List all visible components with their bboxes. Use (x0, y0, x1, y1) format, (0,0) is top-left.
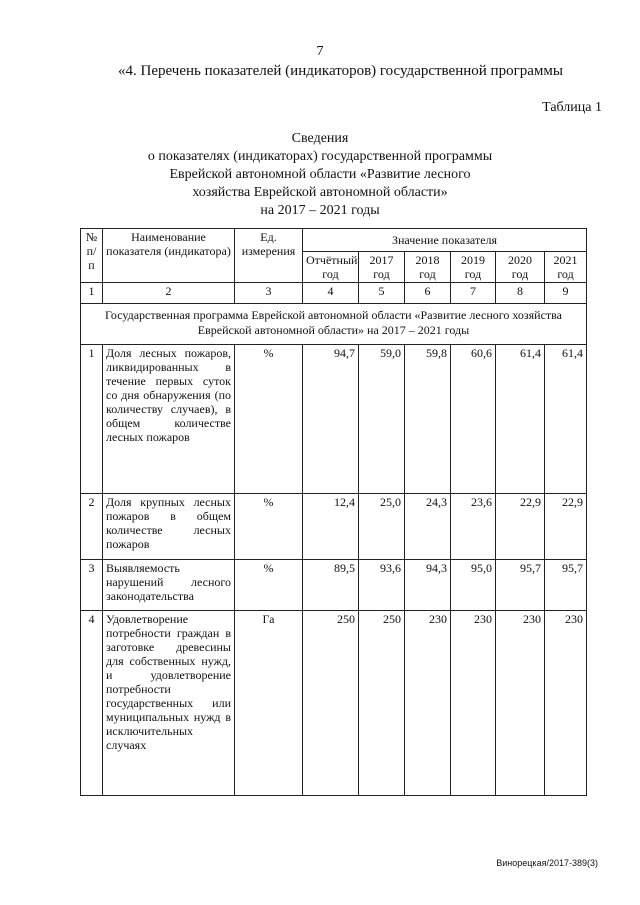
column-number: 2 (103, 283, 235, 304)
table-row (81, 345, 587, 494)
footer-code: Винорецкая/2017-389(3) (496, 858, 598, 868)
row-unit: % (235, 560, 303, 611)
row-value: 94,7 (303, 345, 359, 494)
indicators-table (80, 228, 587, 796)
heading-line: о показателях (индикаторах) государственной программы (147, 149, 493, 164)
row-num: 2 (81, 494, 103, 560)
row-value: 25,0 (359, 494, 405, 560)
row-num: 1 (81, 345, 103, 494)
row-value: 22,9 (496, 494, 545, 560)
header-name: Наименование показателя (индикатора) (103, 229, 235, 283)
page-number: 7 (316, 44, 324, 59)
column-number: 6 (405, 283, 451, 304)
column-number: 4 (303, 283, 359, 304)
row-name: Выявляемость нарушений лесного законодательства (103, 560, 235, 611)
row-value: 23,6 (451, 494, 496, 560)
heading-line: на 2017 – 2021 годы (260, 203, 380, 218)
row-value: 230 (545, 611, 587, 796)
row-value: 230 (496, 611, 545, 796)
row-name: Доля лесных пожаров, ликвидированных в течение первых суток со дня обнаружения (по количеству случаев), в общем количестве лесных пожаров (103, 345, 235, 494)
row-value: 95,0 (451, 560, 496, 611)
header-values-group: Значение показателя (303, 229, 587, 252)
document-heading (0, 130, 640, 220)
column-number: 9 (545, 283, 587, 304)
header-num: № п/п (81, 229, 103, 283)
row-value: 95,7 (496, 560, 545, 611)
column-number: 5 (359, 283, 405, 304)
column-number: 3 (235, 283, 303, 304)
row-value: 59,8 (405, 345, 451, 494)
table-row (81, 494, 587, 560)
row-value: 61,4 (545, 345, 587, 494)
row-unit: Га (235, 611, 303, 796)
table-row (81, 560, 587, 611)
row-unit: % (235, 494, 303, 560)
row-num: 4 (81, 611, 103, 796)
column-number: 7 (451, 283, 496, 304)
row-value: 60,6 (451, 345, 496, 494)
row-num: 3 (81, 560, 103, 611)
row-value: 22,9 (545, 494, 587, 560)
program-title: Государственная программа Еврейской автономной области «Развитие лесного хозяйства Еврейской автономной области» на 2017 – 2021 годы (81, 304, 587, 345)
header-year: 2019 год (451, 252, 496, 283)
row-value: 89,5 (303, 560, 359, 611)
row-value: 95,7 (545, 560, 587, 611)
heading-line: Сведения (291, 131, 349, 146)
header-year: Отчётный год (303, 252, 359, 283)
row-name: Удовлетворение потребности граждан в заготовке древесины для собственных нужд, и удовлетворение потребности государственных или муниципальных нужд в исключительных случаях (103, 611, 235, 796)
column-numbers-row (81, 283, 587, 304)
header-year: 2018 год (405, 252, 451, 283)
row-value: 94,3 (405, 560, 451, 611)
program-row (81, 304, 587, 345)
header-year: 2021 год (545, 252, 587, 283)
heading-line: Еврейской автономной области «Развитие лесного (169, 167, 471, 182)
row-name: Доля крупных лесных пожаров в общем количестве лесных пожаров (103, 494, 235, 560)
row-value: 59,0 (359, 345, 405, 494)
row-value: 61,4 (496, 345, 545, 494)
header-row (81, 229, 587, 252)
column-number: 8 (496, 283, 545, 304)
row-value: 250 (359, 611, 405, 796)
column-number: 1 (81, 283, 103, 304)
row-value: 230 (451, 611, 496, 796)
row-value: 12,4 (303, 494, 359, 560)
row-value: 24,3 (405, 494, 451, 560)
heading-line: хозяйства Еврейской автономной области» (192, 185, 448, 200)
row-value: 230 (405, 611, 451, 796)
row-unit: % (235, 345, 303, 494)
header-unit: Ед. измерения (235, 229, 303, 283)
table-row (81, 611, 587, 796)
row-value: 93,6 (359, 560, 405, 611)
header-year: 2017 год (359, 252, 405, 283)
table-caption: Таблица 1 (542, 100, 602, 115)
row-value: 250 (303, 611, 359, 796)
header-year: 2020 год (496, 252, 545, 283)
section-title: «4. Перечень показателей (индикаторов) государственной программы (118, 63, 563, 79)
